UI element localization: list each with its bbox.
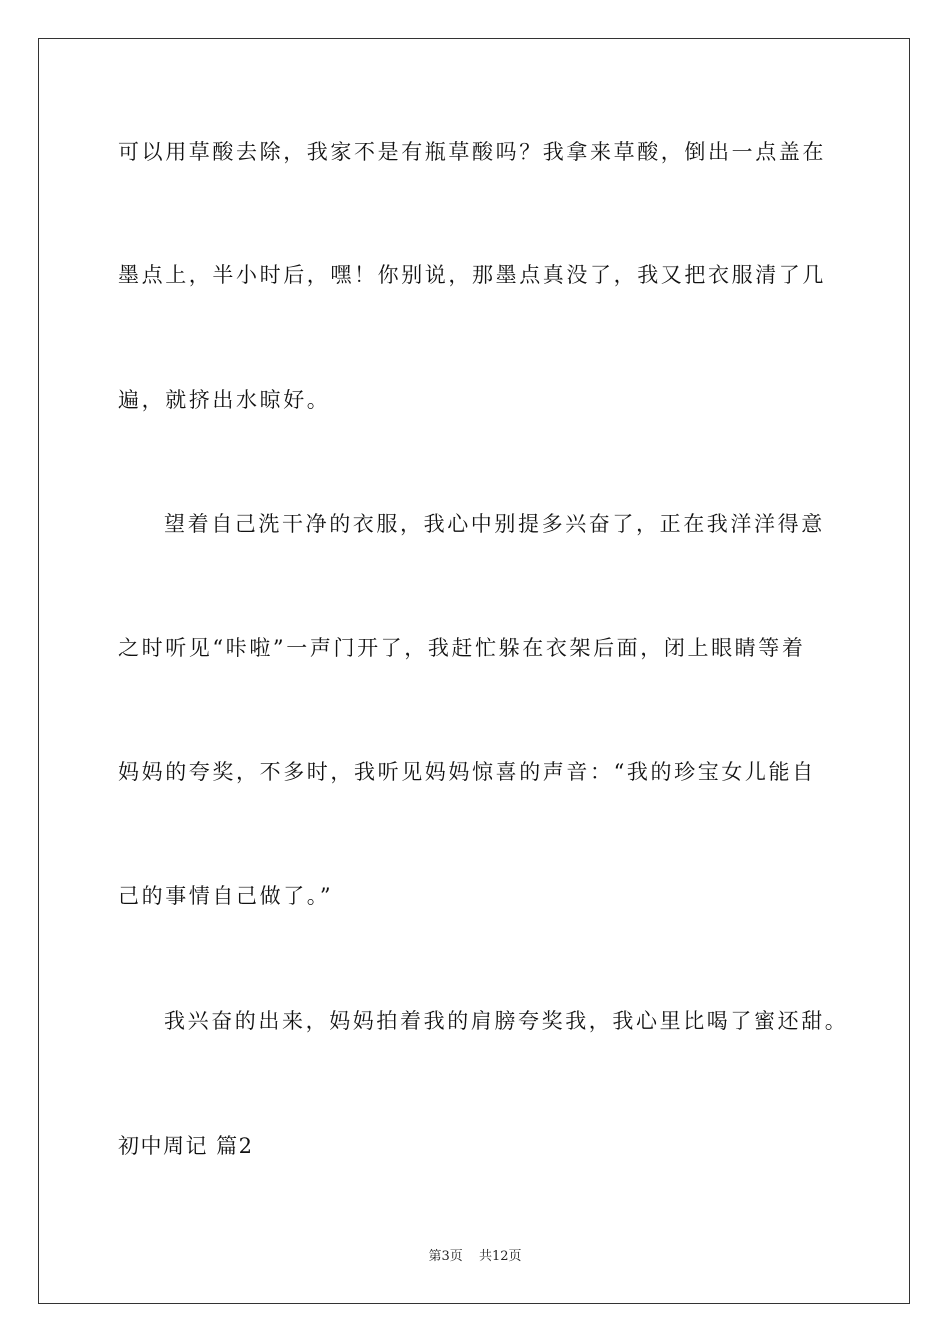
paragraph-line: 遍，就挤出水晾好。: [118, 388, 331, 412]
paragraph-line: 己的事情自己做了。”: [118, 884, 334, 908]
page-footer: [0, 1248, 950, 1266]
page-border: [38, 38, 910, 1304]
paragraph-line: 我兴奋的出来，妈妈拍着我的肩膀夸奖我，我心里比喝了蜜还甜。: [164, 1009, 849, 1033]
paragraph-line: 妈妈的夸奖，不多时，我听见妈妈惊喜的声音：“我的珍宝女儿能自: [118, 760, 816, 784]
paragraph-line: 可以用草酸去除，我家不是有瓶草酸吗？我拿来草酸，倒出一点盖在: [118, 140, 826, 164]
page-total: 共12页: [478, 1249, 522, 1264]
paragraph-line: 之时听见“咔啦”一声门开了，我赶忙躲在衣架后面，闭上眼睛等着: [118, 636, 806, 660]
section-heading: 初中周记 篇2: [118, 1134, 254, 1158]
page-number: 第3页: [428, 1249, 463, 1264]
paragraph-line: 望着自己洗干净的衣服，我心中别提多兴奋了，正在我洋洋得意: [164, 512, 825, 536]
paragraph-line: 墨点上，半小时后，嘿！你别说，那墨点真没了，我又把衣服清了几: [118, 263, 826, 287]
